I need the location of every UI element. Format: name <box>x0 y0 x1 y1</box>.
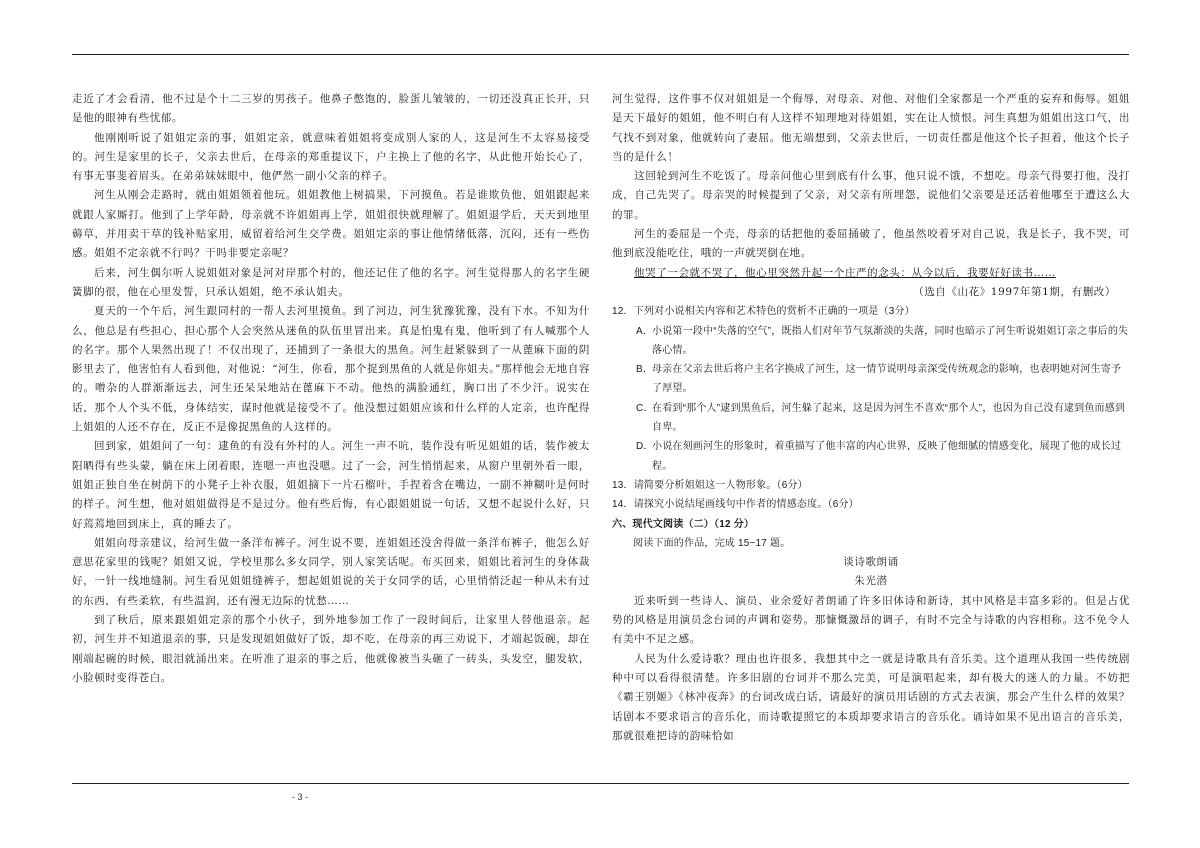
answer-option <box>612 322 1130 361</box>
question: 12．下列对小说相关内容和艺术特色的赏析不正确的一项是（3分） <box>612 306 915 318</box>
left-column <box>72 90 590 688</box>
paragraph: 河生觉得，这件事不仅对姐姐是一个侮辱，对母亲、对他、对他们全家都是一个严重的妄弃和侮辱。姐姐是天下最好的姐姐，他不明白有人这样不知理地对待姐姐，实在让人愤恨。河生真想为姐姐出这口气，出气找不到对象，他就转向了妻屈。他无端想到，父亲去世后，一切责任都是他这个长子担着，他这个长子当的是什么！ <box>612 93 1130 163</box>
right-column <box>612 90 1130 746</box>
option-letter: D． <box>636 441 654 453</box>
paragraph: 后来，河生偶尔听人说姐姐对象是河对岸那个村的，他还记住了他的名字。河生觉得那人的名字生硬簧脚的很，他在心里发誓，只承认姐姐，绝不承认姐夫。 <box>72 266 590 298</box>
option-text: 在看到“那个人”逮到黑鱼后，河生躲了起来，这是因为河生不喜欢“那个人”，也因为自己没有逮到鱼而感到自卑。 <box>652 402 1126 434</box>
paragraph: 夏天的一个午后，河生跟同村的一帮人去河里摸鱼。到了河边，河生犹豫犹豫，没有下水。不知为什么，他总是有些担心，担心那个人会突然从迷鱼的队伍里冒出来。真是怕鬼有鬼，他听到了有人喊那个人的名字。那个人果然出现了！不仅出现了，还捕到了一条很大的黑鱼。河生赶紧躲到了一从蓖麻下面的阴影里去了，他害怕有人看到他，对他说：“河生，你看，那个捉到黑鱼的人就是你姐夫。”那样他会无地自容的。噌杂的人群渐渐远去，河生还呆呆地站在蓖麻下不动。他热的满脸通红，胸口出了不少汗。说实在话，那个人个头不低，身体结实，谋时他就是接受不了。他没想过姐姐应该和什么样的人定亲，也许配得上姐姐的人还不存在，反正不是像捉黑鱼的人这样的。 <box>72 305 590 434</box>
bottom-rule <box>72 783 1129 784</box>
paragraph: 到了秋后，原来跟姐姐定亲的那个小伙子，到外地参加工作了一段时间后，让家里人替他退亲。起初，河生并不知道退亲的事，只是发现姐姐做好了饭，却不吃，在母亲的再三劝说下，才端起饭碗，却在刚端起碗的时候，眼泪就涌出来。在听准了退亲的事之后，他就像被当头砸了一砖头，头发空，腿发软，小脸顿时变得苍白。 <box>72 614 590 684</box>
paragraph: 河生的委屈是一个壳，母亲的话把他的委屈捅破了，他虽然咬着牙对自己说，我是长子，我不哭，可他到底没能吃住，哦的一声就哭倒在地。 <box>612 228 1130 260</box>
option-text: 母亲在父亲去世后将户主名字换成了河生，这一情节说明母亲深受传统观念的影响，也表明她对河生寄予了厚望。 <box>652 364 1122 395</box>
paragraph: 走近了才会看清，他不过是个十二三岁的男孩子。他鼻子憋饱的，脸蛋儿皱皱的，一切还没真正长开，只是他的眼神有些忧郁。 <box>72 93 590 125</box>
option-letter: C． <box>636 402 654 414</box>
question: 14．请探究小说结尾画线句中作者的情感态度。（6分） <box>612 499 859 511</box>
answer-option <box>612 360 1130 399</box>
paragraph: 回到家，姐姐问了一句：逮鱼的有没有外村的人。河生一声不吭，装作没有听见姐姐的话，装作被太阳晒得有些头蒙，躺在床上闭着眼，连嗯一声也没嗯。过了一会，河生悄悄起来，从窗户里朝外看一眼，姐姐正独自坐在树荫下的小凳子上补衣服，姐姐摘下一片石榴叶，手捏着含在嘴边，一副不神糊叶是何时的样子。河生想，他对姐姐做得是不是过分。他有些后悔，有心跟姐姐说一句话，又想不起说什么好，只好蔫蔫地回到床上，真的睡去了。 <box>72 440 590 530</box>
article-heading: 朱光潜 <box>854 575 888 588</box>
question: 阅读下面的作品，完成 15~17 题。 <box>633 537 791 549</box>
paragraph: 他刚刚听说了姐姐定亲的事，姐姐定亲，就意味着姐姐将变成别人家的人，这是河生不太容易接受的。河生是家里的长子，父亲去世后，在母亲的郑重提议下，户主换上了他的名字，从此他开始长心了，有事无事斐着眉头。在弟弟妹妹眼中，他俨然一副小父亲的样子。 <box>72 131 590 183</box>
paragraph: 姐姐向母亲建议，给河生做一条洋布裤子。河生说不要，连姐姐还没舍得做一条洋布裤子，他怎么好意思花家里的钱呢？姐姐又说，学校里那么多女同学，别人家笑话呢。布买回来，姐姐比着河生的身体裁好，一针一线地缝制。河生看见姐姐缝裤子，想起姐姐说的关于女同学的话，心里悄悄泛起一种从未有过的东西，有些柔软，有些温润，还有漫无边际的忧愁…… <box>72 536 590 607</box>
top-rule <box>72 54 1129 55</box>
source-citation: （选自《山花》1997年第1期，有删改） <box>913 285 1116 298</box>
page-number: - 3 - <box>291 792 308 802</box>
option-letter: B． <box>636 364 654 376</box>
question: 13．请简要分析姐姐这一人物形象。（6分） <box>612 479 808 491</box>
underlined-sentence: 他哭了一会就不哭了，他心里突然升起一个庄严的念头：从今以后，我要好好读书…… <box>634 266 1056 279</box>
article-heading: 谈诗歌朗诵 <box>843 556 899 569</box>
option-text: 小说在刻画河生的形象时，着重描写了他丰富的内心世界，反映了他细腻的情感变化，展现了他的成长过程。 <box>652 441 1122 472</box>
paragraph: 近来听到一些诗人、演员、业余爱好者朗诵了许多旧体诗和新诗，其中风格是丰富多彩的。但是占优势的风格是用演员念台词的声调和姿势。那慷慨激昂的调子，有时不完全与诗歌的内容相称。这不免令人有美中不足之感。 <box>612 594 1130 646</box>
paragraph: 这回轮到河生不吃饭了。母亲问他心里到底有什么事，他只说不饿，不想吃。母亲气得要打他，没打成，自己先哭了。母亲哭的时候提到了父亲，对父亲有所埋怨，说他们父亲要是还活着他哪至于遭这么大的罪。 <box>612 170 1130 221</box>
option-text: 小说第一段中“失落的空气”，既指人们对年节气氛渐淡的失落，同时也暗示了河生听说姐姐订亲之事后的失落心情。 <box>652 325 1129 356</box>
section-heading: 六、现代文阅读（二）（12 分） <box>612 518 755 530</box>
answer-option <box>612 399 1130 438</box>
paragraph: 河生从刚会走路时，就由姐姐领着他玩。姐姐教他上树搞果，下河摸鱼。若是谁欺负他，姐姐跟起来就跟人家厮打。他到了上学年龄，母亲就不许姐姐再上学，姐姐很快就理解了。姐姐退学后，天天到地里薅草，并用卖干草的钱补贴家用，威留着给河生交学费。姐姐定亲的事让他情绪低落，沉闷，还有一些伤感。姐姐不定亲就不行吗？干吗非要定亲呢？ <box>72 189 590 260</box>
option-letter: A． <box>636 325 654 337</box>
answer-option <box>612 437 1130 476</box>
paragraph: 人民为什么爱诗歌？理由也许很多，我想其中之一就是诗歌具有音乐美。这个道理从我国一些传统剧种中可以看得很清楚。许多旧剧的台词并不那么完美，可是演唱起来，却有极大的迷人的力量。不妨把《霸王别姬》《林冲夜奔》的台词改成白话，请最好的演员用话剧的方式去表演，那会产生什么样的效果？话剧本不要求语言的音乐化，而诗歌提照它的本质却要求语言的音乐化。诵诗如果不见出语言的音乐美，那就很难把诗的韵味恰如 <box>612 652 1130 742</box>
